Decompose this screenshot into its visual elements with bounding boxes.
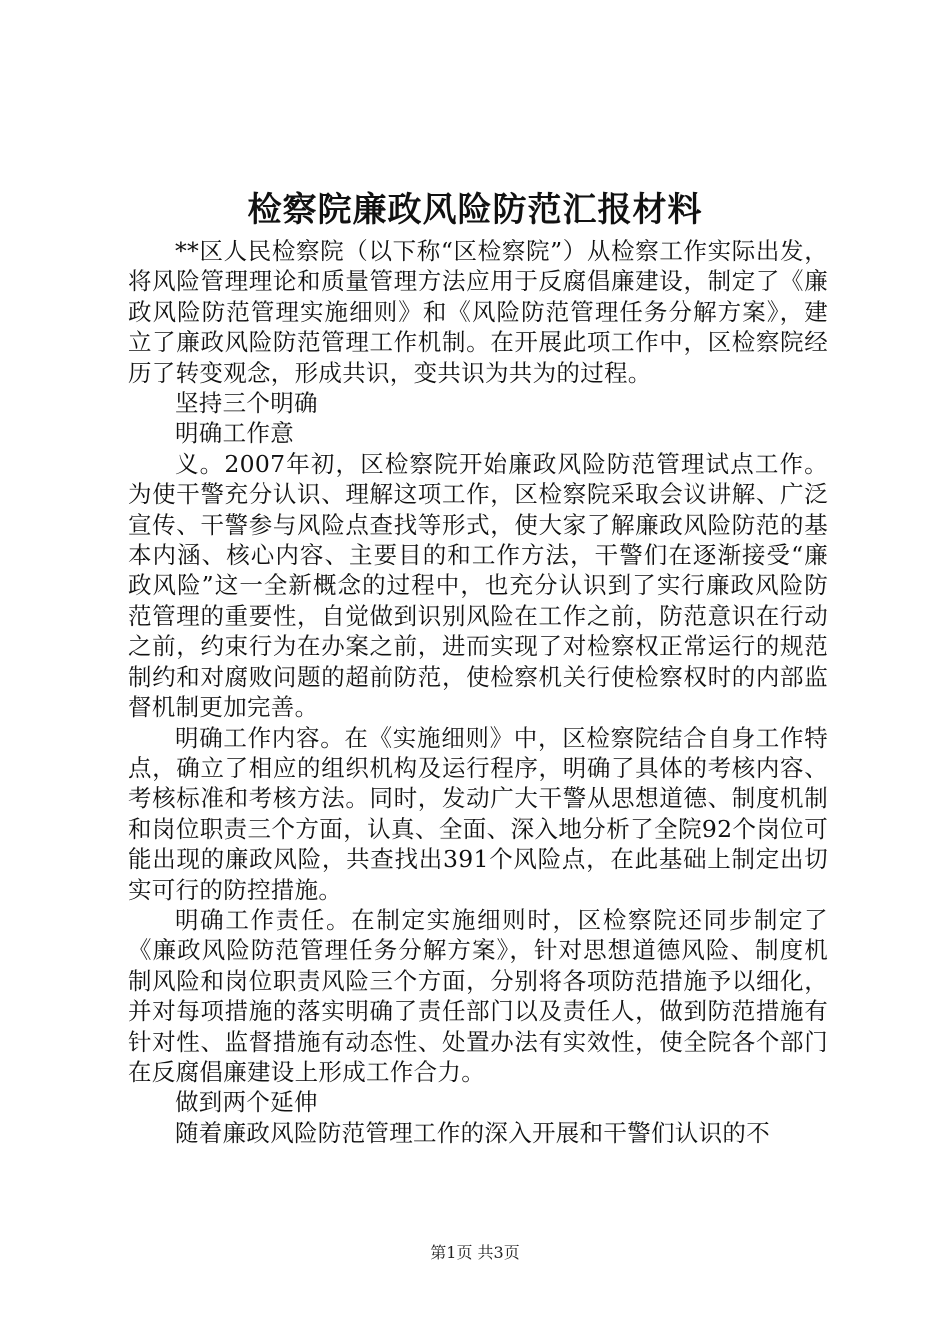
paragraph-work-content: 明确工作内容。在《实施细则》中，区检察院结合自身工作特点，确立了相应的组织机构及运行程序，明确了具体的考核内容、考核标准和考核方法。同时，发动广大干警从思想道德、制度机制和岗位职责三个方面，认真、全面、深入地分析了全院92个岗位可能出现的廉政风险，共查找出391个风险点，在此基础上制定出切实可行的防控措施。	[128, 723, 828, 904]
paragraph-work-significance: 义。2007年初，区检察院开始廉政风险防范管理试点工作。为使干警充分认识、理解这项工作，区检察院采取会议讲解、广泛宣传、干警参与风险点查找等形式，使大家了解廉政风险防范的基本内涵、核心内容、主要目的和工作方法，干警们在逐渐接受“廉政风险”这一全新概念的过程中，也充分认识到了实行廉政风险防范管理的重要性，自觉做到识别风险在工作之前，防范意识在行动之前，约束行为在办案之前，进而实现了对检察权正常运行的规范制约和对腐败问题的超前防范，使检察机关行使检察权时的内部监督机制更加完善。	[128, 449, 828, 722]
document-body	[128, 236, 828, 1148]
section-heading: 做到两个延伸	[175, 1088, 318, 1117]
page-indicator: 第1页 共3页	[430, 1243, 520, 1262]
paragraph-intro: **区人民检察院（以下称“区检察院”）从检察工作实际出发，将风险管理理论和质量管理方法应用于反腐倡廉建设，制定了《廉政风险防范管理实施细则》和《风险防范管理任务分解方案》，建立了廉政风险防范管理工作机制。在开展此项工作中，区检察院经历了转变观念，形成共识，变共识为共为的过程。	[128, 237, 828, 387]
subsection-heading: 明确工作意	[175, 419, 294, 448]
paragraph-work-responsibility: 明确工作责任。在制定实施细则时，区检察院还同步制定了《廉政风险防范管理任务分解方案》，针对思想道德风险、制度机制风险和岗位职责风险三个方面，分别将各项防范措施予以细化，并对每项措施的落实明确了责任部门以及责任人，做到防范措施有针对性、监督措施有动态性、处置办法有实效性，使全院各个部门在反腐倡廉建设上形成工作合力。	[128, 905, 828, 1086]
document-title: 检察院廉政风险防范汇报材料	[247, 190, 703, 230]
paragraph-continued: 随着廉政风险防范管理工作的深入开展和干警们认识的不	[175, 1118, 770, 1147]
section-heading: 坚持三个明确	[175, 389, 318, 418]
